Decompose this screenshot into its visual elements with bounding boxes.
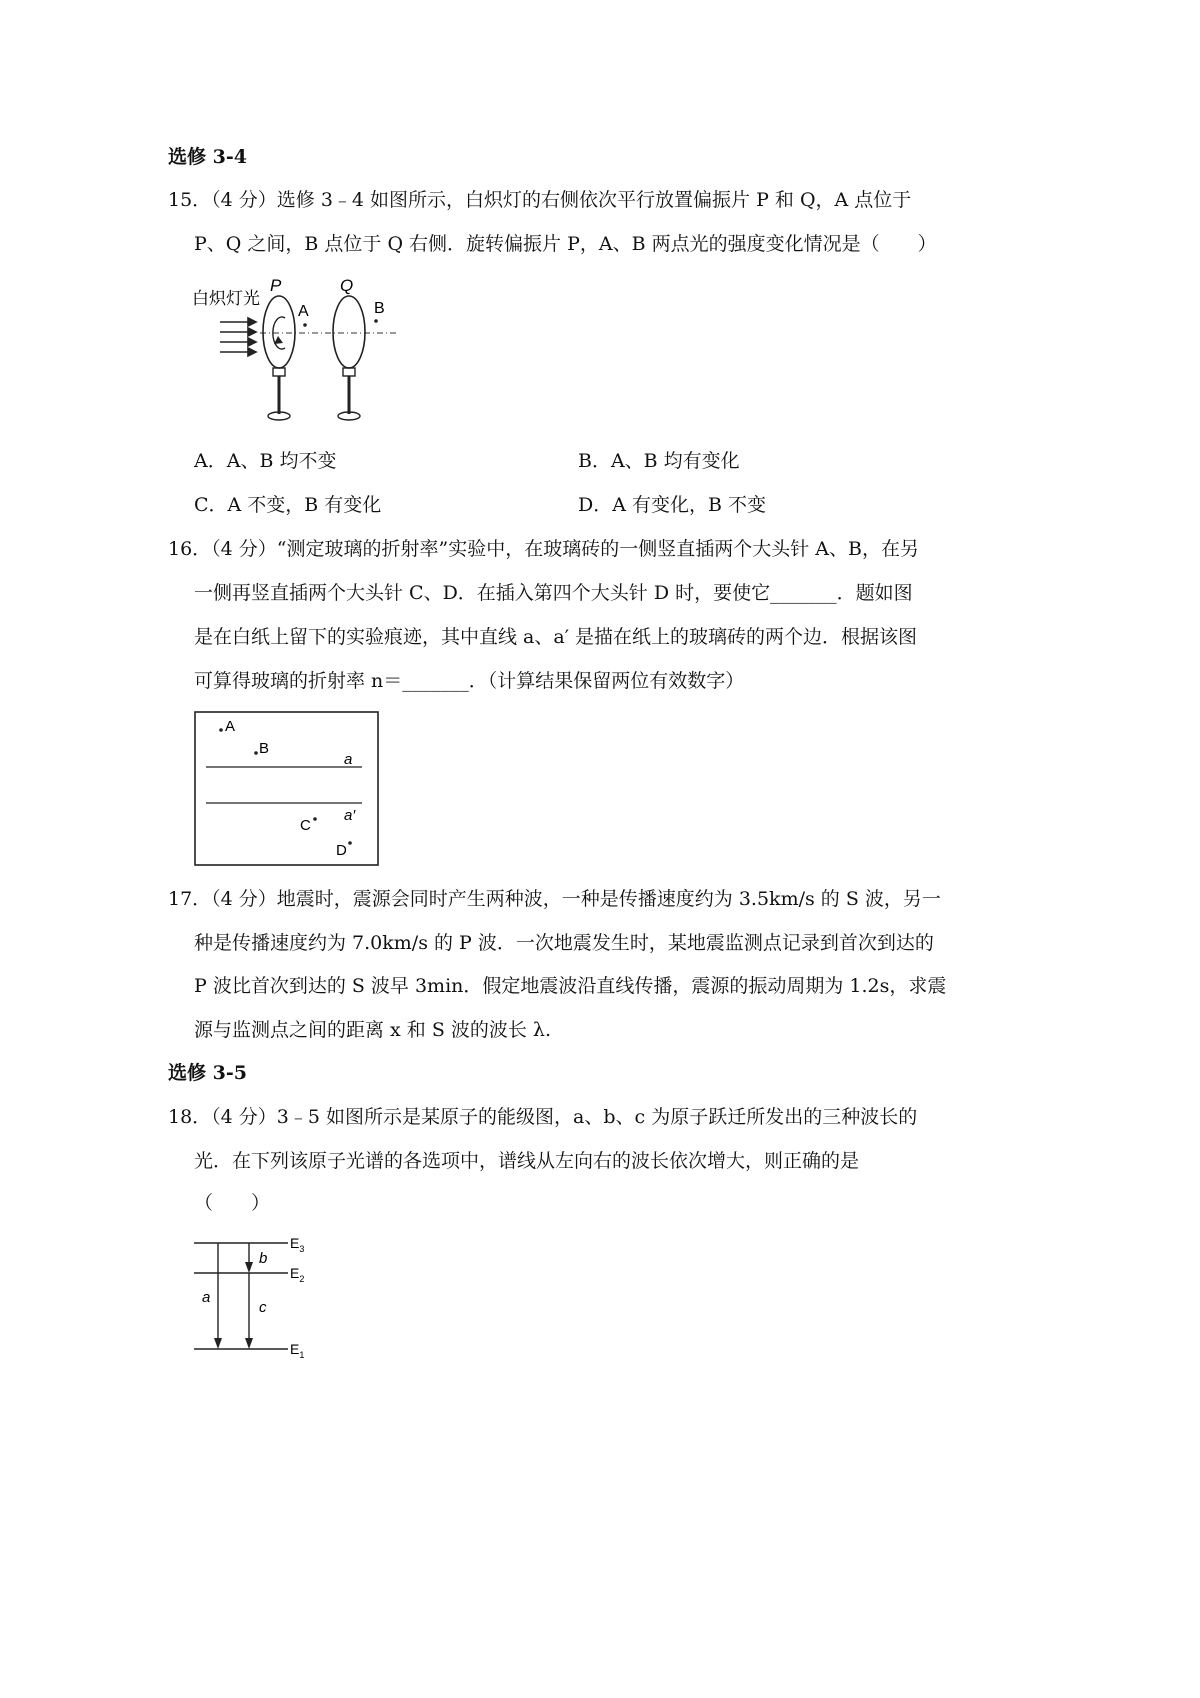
pin-a-label: A: [225, 718, 236, 735]
svg-text:E3: $E_3$: [290, 1235, 305, 1254]
q15-option-c: C．A 不变，B 有变化: [194, 494, 382, 516]
label-transition-b: b: [259, 1250, 268, 1267]
svg-text:E1: $E_1$: [290, 1341, 305, 1360]
section-heading-3-5: 选修 3-5: [168, 1062, 247, 1084]
q15-text-line-1: 15．（4 分）选修 3﹣4 如图所示，白炽灯的右侧依次平行放置偏振片 P 和 Q，A 点位于: [168, 189, 912, 211]
incandescent-light-label: 白炽灯光: [192, 289, 260, 308]
section-heading-3-4: 选修 3-4: [168, 146, 247, 168]
q16-text-line-3: 是在白纸上留下的实验痕迹，其中直线 a、a′ 是描在纸上的玻璃砖的两个边．根据该图: [194, 626, 918, 648]
polarizer-figure: [190, 272, 410, 432]
polarizer-p: [263, 296, 295, 368]
label-e1: E: [290, 1341, 300, 1357]
q16-text-line-1: 16．（4 分）“测定玻璃的折射率”实验中，在玻璃砖的一侧竖直插两个大头针 A、B，在另: [168, 538, 919, 560]
q17-text-line-1: 17．（4 分）地震时，震源会同时产生两种波，一种是传播速度约为 3.5km/s 的 S 波，另一: [168, 888, 941, 910]
line-a-label: a: [344, 751, 353, 768]
pin-c-label: C: [300, 817, 311, 834]
q18-text-line-3: （ ）: [194, 1192, 271, 1214]
q18-text-line-1: 18．（4 分）3﹣5 如图所示是某原子的能级图，a、b、c 为原子跃迁所发出的三种波长的: [168, 1106, 918, 1128]
line-a-prime-label: a′: [344, 807, 356, 824]
svg-text:E2: $E_2$: [290, 1265, 305, 1284]
q15-option-a: A．A、B 均不变: [194, 450, 337, 472]
refraction-figure: [194, 711, 380, 867]
q18-text-line-2: 光．在下列该原子光谱的各选项中，谱线从左向右的波长依次增大，则正确的是: [194, 1150, 860, 1172]
label-e3: E: [290, 1235, 300, 1251]
label-q: Q: [340, 276, 354, 295]
pin-d-label: D: [336, 842, 347, 859]
q17-text-line-2: 种是传播速度约为 7.0km/s 的 P 波．一次地震发生时，某地震监测点记录到首次到达的: [194, 932, 934, 954]
label-p: P: [270, 276, 282, 295]
q15-text-line-2: P、Q 之间，B 点位于 Q 右侧．旋转偏振片 P，A、B 两点光的强度变化情况是（ ）: [194, 233, 937, 255]
q17-text-line-3: P 波比首次到达的 S 波早 3min．假定地震波沿直线传播，震源的振动周期为 1.2s，求震: [194, 975, 947, 997]
label-transition-c: c: [259, 1299, 267, 1316]
pin-b-label: B: [259, 740, 270, 757]
polarizer-q: [333, 296, 365, 368]
q17-text-line-4: 源与监测点之间的距离 x 和 S 波的波长 λ.: [194, 1019, 552, 1041]
q15-option-b: B．A、B 均有变化: [578, 450, 740, 472]
label-a: A: [298, 303, 309, 320]
label-b: B: [374, 300, 385, 317]
q16-text-line-2: 一侧再竖直插两个大头针 C、D．在插入第四个大头针 D 时，要使它_______．题如图: [194, 582, 913, 604]
label-transition-a: a: [202, 1289, 211, 1306]
q16-text-line-4: 可算得玻璃的折射率 n＝_______．（计算结果保留两位有效数字）: [194, 670, 745, 692]
label-e2: E: [290, 1265, 300, 1281]
energy-level-diagram: [190, 1230, 340, 1364]
q15-option-d: D．A 有变化，B 不变: [578, 494, 766, 516]
